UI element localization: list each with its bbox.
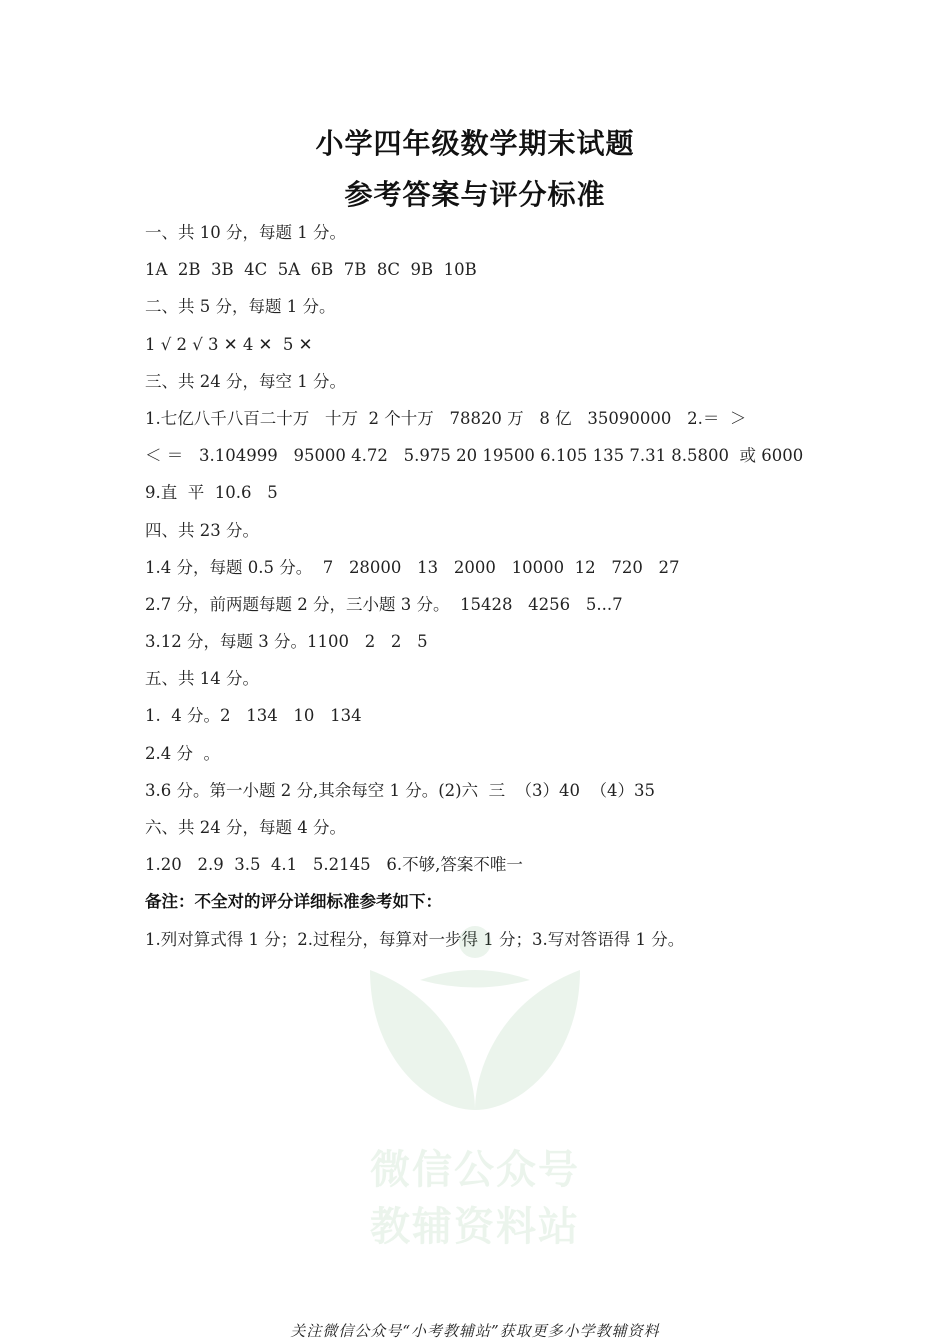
section-2-heading: 二、共 5 分，每题 1 分。 bbox=[145, 297, 336, 317]
section-5-item-2: 2.4 分 。 bbox=[145, 743, 220, 763]
section-3-answers-line-3: 9.直 平 10.6 5 bbox=[145, 483, 278, 503]
note-text: 1.列对算式得 1 分；2.过程分，每算对一步得 1 分；3.写对答语得 1 分。 bbox=[145, 929, 685, 949]
section-4-heading: 四、共 23 分。 bbox=[145, 520, 259, 540]
section-3-answers-line-1: 1.七亿八千八百二十万 十万 2 个十万 78820 万 8 亿 35090000 2.＝ ＞ bbox=[145, 408, 747, 428]
note-heading: 备注：不全对的评分详细标准参考如下： bbox=[145, 892, 442, 912]
section-4-item-1: 1.4 分，每题 0.5 分。 7 28000 13 2000 10000 12 720 27 bbox=[145, 557, 680, 577]
section-6-answers: 1.20 2.9 3.5 4.1 5.2145 6.不够,答案不唯一 bbox=[145, 855, 523, 875]
page-subtitle: 参考答案与评分标准 bbox=[344, 178, 606, 211]
section-5-item-3: 3.6 分。第一小题 2 分,其余每空 1 分。(2)六 三 （3）40 （4）35 bbox=[145, 780, 656, 800]
section-1-heading: 一、共 10 分，每题 1 分。 bbox=[145, 223, 346, 242]
answer-body bbox=[145, 214, 845, 958]
section-5-item-1: 1. 4 分。2 134 10 134 bbox=[145, 706, 362, 726]
section-4-item-3: 3.12 分，每题 3 分。1100 2 2 5 bbox=[145, 632, 428, 652]
watermark-text-1: 微信公众号 bbox=[370, 1147, 580, 1193]
watermark-text-2: 教辅资料站 bbox=[370, 1204, 580, 1250]
section-3-answers-line-2: ＜ ＝ 3.104999 95000 4.72 5.975 20 19500 6.105 135 7.31 8.5800 或 6000 bbox=[145, 446, 804, 466]
watermark-logo bbox=[340, 920, 610, 1250]
section-5-heading: 五、共 14 分。 bbox=[145, 669, 259, 689]
sprout-logo-icon bbox=[340, 920, 610, 1130]
page-title: 小学四年级数学期末试题 bbox=[315, 127, 635, 160]
section-1-answers: 1A 2B 3B 4C 5A 6B 7B 8C 9B 10B bbox=[145, 260, 477, 280]
page-footer: 关注微信公众号“小考教辅站”获取更多小学教辅资料 bbox=[290, 1322, 660, 1340]
section-2-answers: 1 √ 2 √ 3 ✕ 4 ✕ 5 ✕ bbox=[145, 334, 313, 354]
section-4-item-2: 2.7 分，前两题每题 2 分，三小题 3 分。 15428 4256 5...7 bbox=[145, 594, 623, 614]
section-3-heading: 三、共 24 分，每空 1 分。 bbox=[145, 371, 346, 391]
section-6-heading: 六、共 24 分，每题 4 分。 bbox=[145, 818, 346, 837]
